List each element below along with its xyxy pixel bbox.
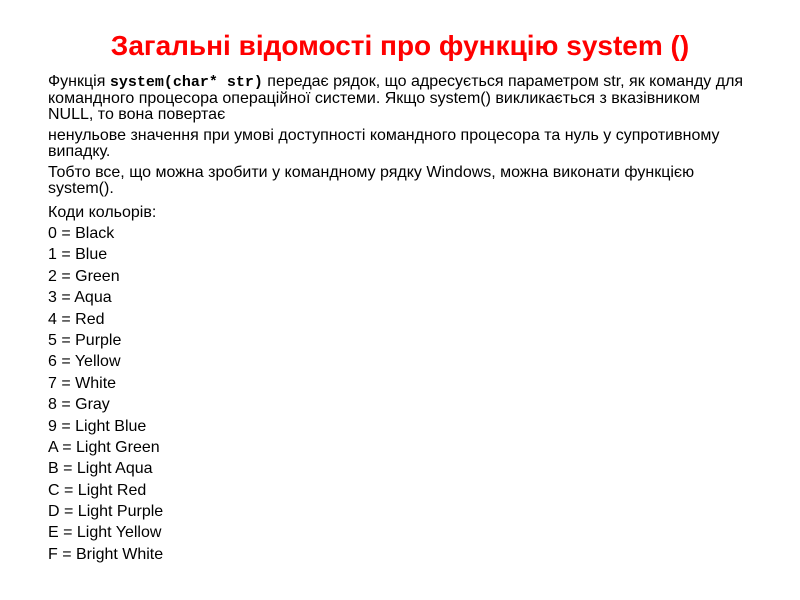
color-code-item: F = Bright White [48, 545, 164, 563]
color-code-item: 6 = Yellow [48, 353, 121, 371]
slide-body [48, 74, 748, 565]
code-signature: system(char* str) [109, 74, 263, 91]
color-code-item: E = Light Yellow [48, 524, 162, 542]
color-code-item: 3 = Aqua [48, 289, 112, 307]
color-code-item: D = Light Purple [48, 503, 164, 521]
paragraph-return-value: ненульове значення при умові доступності командного процесора та нуль у супротивному випадку. [48, 127, 720, 160]
color-code-item: 9 = Light Blue [48, 417, 147, 435]
color-code-item: C = Light Red [48, 481, 147, 499]
color-code-item: 5 = Purple [48, 331, 122, 349]
color-code-item: A = Light Green [48, 438, 160, 456]
color-code-item: 2 = Green [48, 267, 120, 285]
paragraph-prefix: Функція [48, 73, 110, 90]
color-codes-heading: Коди кольорів: [48, 204, 157, 221]
color-code-item: 0 = Black [48, 225, 115, 242]
color-code-item: B = Light Aqua [48, 460, 153, 478]
color-code-item: 4 = Red [48, 310, 105, 328]
paragraph-system-description [48, 74, 748, 123]
color-code-item: 8 = Gray [48, 396, 110, 414]
paragraph-rest: передає рядок, що адресується параметром str, як команду для командного процесора операційної системи. Якщо system() викликається з вказівником NULL, то вона повертає [48, 73, 744, 123]
color-codes-list [48, 223, 748, 565]
color-code-item: 7 = White [48, 374, 117, 392]
color-code-item: 1 = Blue [48, 246, 108, 264]
paragraph-windows-commands: Тобто все, що можна зробити у командному рядку Windows, можна виконати функцією system(). [48, 164, 695, 197]
slide-title: Загальні відомості про функцію system () [110, 30, 690, 61]
